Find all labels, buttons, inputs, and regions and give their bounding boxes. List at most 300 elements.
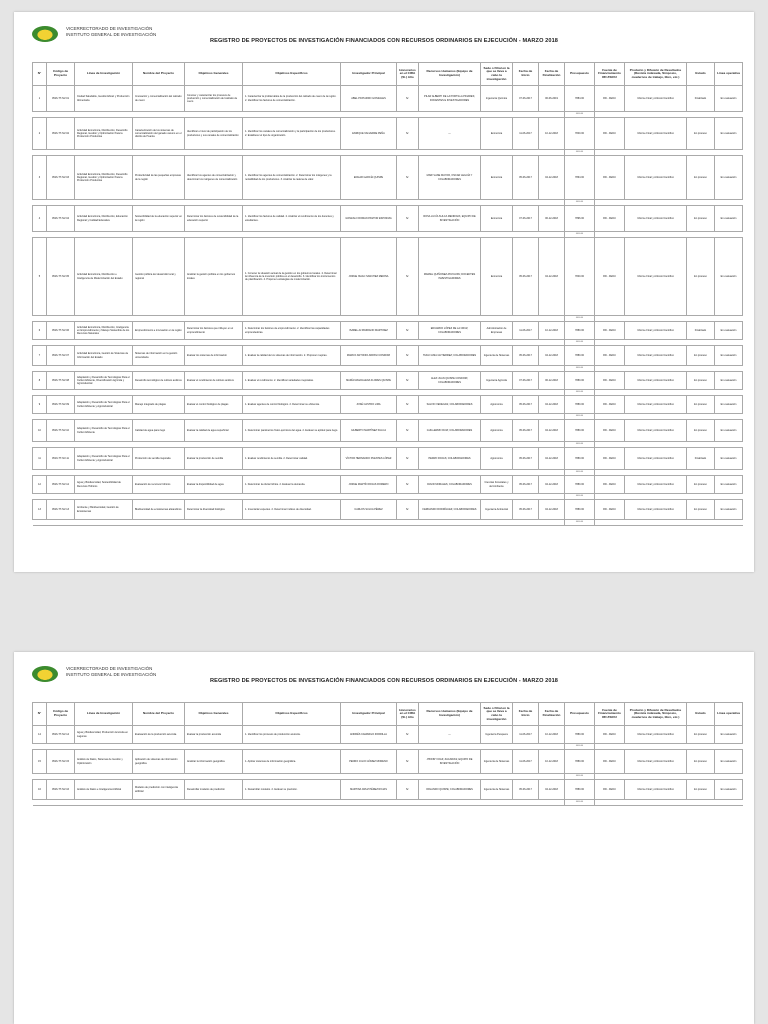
cell-estado: En proceso: [687, 780, 715, 800]
cell-nombre: Biodiversidad de ecosistemas altoandinos: [133, 500, 185, 520]
column-header: Producto y Difusión de Resultados (Revista indexada, Simposio, cuadernos de trabajo, libro, etc.): [625, 63, 687, 86]
cell-code: 0516-TT-NV-02: [47, 118, 75, 150]
cell-hon: S/.: [397, 346, 419, 366]
subrow-cell: [47, 520, 75, 526]
cell-sede: Ingeniería de Sistemas: [481, 750, 513, 774]
cell-n: 6: [33, 322, 47, 340]
cell-hon: S/.: [397, 420, 419, 442]
cell-obj-esp: 1. Determinar parámetros físico-químicos del agua. 2. Evaluar su aptitud para riego.: [243, 420, 341, 442]
cell-ini: 11-06-2017: [513, 322, 539, 340]
page-title: REGISTRO DE PROYECTOS DE INVESTIGACIÓN FINANCIADOS CON RECURSOS ORDINARIOS EN EJECUCIÓN - MARZO 2018: [209, 38, 559, 44]
cell-code: 0516-TT-NV-12: [47, 476, 75, 494]
cell-fin: 04-12-2018: [539, 500, 565, 520]
cell-prod: Informe Final y Artículo Científico: [625, 500, 687, 520]
cell-sede: Agronomía: [481, 420, 513, 442]
cell-lop: En evaluación: [715, 206, 743, 232]
cell-obj-esp: 1. Caracterizar la problemática de la producción del calzado de cuero de la región. 2. Identificar los factores de comercialización.: [243, 86, 341, 112]
table-row: [33, 238, 743, 316]
subrow-cell: [397, 800, 419, 806]
cell-inv: ISABEL ALTAMIRANO MARTINEZ: [341, 322, 397, 340]
cell-lop: En evaluación: [715, 780, 743, 800]
column-header: Producto y Difusión de Resultados (Revista indexada, Simposio, cuadernos de trabajo, libro, etc.): [625, 703, 687, 726]
column-header: Estado: [687, 63, 715, 86]
cell-estado: En proceso: [687, 118, 715, 150]
cell-lop: En evaluación: [715, 448, 743, 470]
cell-estado: Finalizado: [687, 322, 715, 340]
cell-obj-esp: 1. Identificar los canales de comercialización y la participación de los productores. 2. Establecer el tipo de organización.: [243, 118, 341, 150]
cell-fin: 10-12-2018: [539, 750, 565, 774]
column-header: Línea de Investigación: [75, 703, 133, 726]
cell-code: 0516-TT-NV-16: [47, 780, 75, 800]
cell-code: 0516-TT-NV-11: [47, 448, 75, 470]
cell-obj-esp: 1. Inventariar especies. 2. Determinar índices de diversidad.: [243, 500, 341, 520]
cell-estado: En proceso: [687, 420, 715, 442]
cell-lop: En evaluación: [715, 118, 743, 150]
cell-ini: 07-06-2017: [513, 372, 539, 390]
cell-fin: 04-12-2018: [539, 346, 565, 366]
cell-fin: 06-12-2018: [539, 372, 565, 390]
cell-linea: Actividad Económica, Distribución, Inteligencia en Emprendimiento y Manejo Sostenible de los Recursos Naturales: [75, 322, 133, 340]
table-subrow: [33, 800, 743, 806]
cell-obj-gen: Analizar la información geográfica: [185, 750, 243, 774]
cell-obj-esp: 1. Identificar los procesos de producción acuícola.: [243, 726, 341, 744]
cell-hon: S/.: [397, 156, 419, 200]
cell-code: 0516-TT-NV-05: [47, 238, 75, 316]
cell-fuente: RD - FEDU: [595, 726, 625, 744]
cell-fin: 06-12-2018: [539, 206, 565, 232]
cell-pres: 7840.00: [565, 118, 595, 150]
subrow-cell: 0000.00: [565, 112, 595, 118]
cell-fin: 04-12-2018: [539, 238, 565, 316]
cell-ini: 05-06-2017: [513, 780, 539, 800]
cell-prod: Informe Final y Artículo Científico: [625, 750, 687, 774]
subrow-cell: [397, 520, 419, 526]
cell-obj-gen: Determinar los factores de sostenibilidad de la educación superior: [185, 206, 243, 232]
cell-fin: 04-12-2018: [539, 476, 565, 494]
cell-fin: 10-12-2018: [539, 322, 565, 340]
cell-inv: PEDRO JULIO GÓMEZ MORENO: [341, 750, 397, 774]
cell-code: 0516-TT-NV-01: [47, 86, 75, 112]
cell-inv: EDGAR GARCÍA QUISPE: [341, 156, 397, 200]
cell-pres: 7884.00: [565, 86, 595, 112]
cell-linea: Actividad Económica, Gestión de Sistemas de Información del Estado: [75, 346, 133, 366]
column-header: Nombre del Proyecto: [133, 63, 185, 86]
subrow-cell: 0000.00: [565, 442, 595, 448]
cell-nombre: Evaluación de recursos hídricos: [133, 476, 185, 494]
subrow-cell: [185, 800, 243, 806]
cell-nombre: Manejo integrado de plagas: [133, 396, 185, 414]
cell-sede: Ingeniería de Sistemas: [481, 346, 513, 366]
cell-linea: Actividad Económica, Distribución, Educación Regional y Calidad Educativa: [75, 206, 133, 232]
cell-rrhh: PEDRO ROJAS; COLABORADORES: [419, 448, 481, 470]
subrow-cell: [595, 800, 625, 806]
cell-rrhh: SALVIO VENEGAS; COLABORADORES: [419, 396, 481, 414]
cell-hon: S/.: [397, 500, 419, 520]
cell-obj-esp: 1. Aplicar sistemas de información geográfica.: [243, 750, 341, 774]
cell-lop: En evaluación: [715, 372, 743, 390]
subrow-cell: [513, 800, 539, 806]
cell-inv: JOSÉ CASTRO LIMA: [341, 396, 397, 414]
subrow-cell: [33, 800, 47, 806]
cell-lop: En evaluación: [715, 238, 743, 316]
subrow-cell: [715, 800, 743, 806]
cell-nombre: Emprendimiento e innovación en la región: [133, 322, 185, 340]
cell-ini: 05-06-2017: [513, 448, 539, 470]
cell-prod: Informe Final y Artículo Científico: [625, 322, 687, 340]
table-row: [33, 500, 743, 520]
cell-prod: Informe Final y Artículo Científico: [625, 238, 687, 316]
subrow-cell: 0000.00: [565, 390, 595, 396]
document-page-1: [14, 12, 754, 572]
cell-pres: 7864.00: [565, 156, 595, 200]
cell-obj-gen: Identificar los agentes de comercialización y determinar los márgenes de comercialización: [185, 156, 243, 200]
subrow-cell: 0000.00: [565, 800, 595, 806]
cell-hon: S/.: [397, 750, 419, 774]
cell-n: 13: [33, 500, 47, 520]
table-row: [33, 448, 743, 470]
cell-pres: 7880.00: [565, 726, 595, 744]
cell-n: 2: [33, 118, 47, 150]
cell-code: 0516-TT-NV-04: [47, 206, 75, 232]
cell-rrhh: ROSA LUCÍA SULCA MENDOZA; EQUIPO DE INVESTIGACIÓN: [419, 206, 481, 232]
cell-obj-gen: Evaluar la calidad de agua superficial: [185, 420, 243, 442]
cell-fin: 04-12-2018: [539, 396, 565, 414]
column-header: Código de Proyecto: [47, 63, 75, 86]
organization-name: VICERRECTORADO DE INVESTIGACIÓN INSTITUTO GENERAL DE INVESTIGACIÓN: [66, 26, 157, 37]
cell-n: 8: [33, 372, 47, 390]
cell-hon: S/.: [397, 396, 419, 414]
cell-inv: GONZALO ROMAN PASTOR ESPINOZA: [341, 206, 397, 232]
table-row: [33, 322, 743, 340]
cell-linea: Adaptación y Desarrollo de Tecnologías Para el Cultivo Eficiente: [75, 420, 133, 442]
cell-fuente: RD - FEDU: [595, 372, 625, 390]
subrow-cell: [513, 520, 539, 526]
cell-fin: 10-12-2018: [539, 726, 565, 744]
cell-sede: Economía: [481, 238, 513, 316]
cell-linea: Adaptación y Desarrollo de Tecnologías Para el Cultivo Eficiente y Agroindustrial: [75, 396, 133, 414]
column-header: Línea operativa: [715, 703, 743, 726]
cell-hon: S/.: [397, 322, 419, 340]
cell-estado: En proceso: [687, 206, 715, 232]
cell-obj-gen: Evaluar la producción de semilla: [185, 448, 243, 470]
column-header: Fuente de Financiamiento RD /FEDU: [595, 63, 625, 86]
cell-fuente: RD - FEDU: [595, 86, 625, 112]
cell-obj-esp: 1. Determinar la oferta hídrica. 2. Evaluar la demanda.: [243, 476, 341, 494]
cell-sede: Ingeniería Agrícola: [481, 372, 513, 390]
table-row: [33, 726, 743, 744]
table-row: [33, 420, 743, 442]
cell-nombre: Modelos de predicción con inteligencia artificial: [133, 780, 185, 800]
cell-hon: S/.: [397, 372, 419, 390]
cell-ini: 07-06-2017: [513, 86, 539, 112]
table-row: [33, 156, 743, 200]
cell-code: 0516-TT-NV-15: [47, 750, 75, 774]
table-row: [33, 780, 743, 800]
subrow-cell: [47, 800, 75, 806]
cell-prod: Informe Final y Artículo Científico: [625, 346, 687, 366]
subrow-cell: 0000.00: [565, 414, 595, 420]
cell-fuente: RD - FEDU: [595, 448, 625, 470]
cell-prod: Informe Final y Artículo Científico: [625, 206, 687, 232]
cell-ini: 11-06-2017: [513, 118, 539, 150]
cell-pres: 7880.00: [565, 346, 595, 366]
cell-prod: Informe Final y Artículo Científico: [625, 396, 687, 414]
cell-fuente: RD - FEDU: [595, 346, 625, 366]
cell-obj-esp: 1. Identificar los agentes de comercialización. 2. Determinar los márgenes y la rentabilidad de los productores. 3. Analizar la cadena de valor.: [243, 156, 341, 200]
cell-sede: Ciencias Forestales y del Ambiente: [481, 476, 513, 494]
cell-n: 1: [33, 86, 47, 112]
subrow-cell: [481, 800, 513, 806]
table-row: [33, 372, 743, 390]
cell-pres: 7840.00: [565, 238, 595, 316]
cell-fin: 10-12-2018: [539, 118, 565, 150]
cell-linea: Agua y Biodiversidad, Producción Acuícola en Lagunas: [75, 726, 133, 744]
column-header: Fuente de Financiamiento RD /FEDU: [595, 703, 625, 726]
subrow-cell: 0000.00: [565, 340, 595, 346]
cell-estado: En proceso: [687, 156, 715, 200]
cell-rrhh: MARYLANE MAYOR, OSCAR LEGUÍA Y COLABORADORES: [419, 156, 481, 200]
cell-fin: 06-06-2019: [539, 86, 565, 112]
cell-nombre: Productividad de las pequeñas empresas de la región: [133, 156, 185, 200]
cell-obj-esp: 1. Evaluar el rendimiento. 2. Identificar variedades mejoradas.: [243, 372, 341, 390]
cell-pres: 7880.00: [565, 420, 595, 442]
cell-fuente: RD - FEDU: [595, 780, 625, 800]
column-header: Estado: [687, 703, 715, 726]
cell-obj-esp: 1. Evaluar la calidad de los sistemas de información. 2. Proponer mejoras.: [243, 346, 341, 366]
cell-nombre: Gestión pública del desarrollo local y regional: [133, 238, 185, 316]
cell-estado: En proceso: [687, 726, 715, 744]
cell-n: 4: [33, 206, 47, 232]
cell-lop: En evaluación: [715, 420, 743, 442]
cell-rrhh: EDUARDO LÓPEZ DE LA CRUZ; COLABORADORES: [419, 322, 481, 340]
subrow-cell: 0000.00: [565, 774, 595, 780]
column-header: N°: [33, 63, 47, 86]
cell-prod: Informe Final y Artículo Científico: [625, 420, 687, 442]
cell-linea: Adaptación y Desarrollo de Tecnologías Para el Cultivo Eficiente, Diversificación Agrícola y Agroindustrial: [75, 372, 133, 390]
cell-n: 10: [33, 420, 47, 442]
column-header: Objetivos Generales: [185, 63, 243, 86]
cell-linea: Actividad Económica, Distribución e Inteligencia de Modernización del Estado: [75, 238, 133, 316]
cell-ini: 05-06-2017: [513, 476, 539, 494]
column-header: Honorarios en el CIRA (S/.) Año: [397, 703, 419, 726]
cell-obj-esp: 1. Desarrollar modelos. 2. Evaluar su precisión.: [243, 780, 341, 800]
cell-code: 0516-TT-NV-10: [47, 420, 75, 442]
cell-rrhh: ALEX JUAN QUISPE CONDORI; COLABORADORES: [419, 372, 481, 390]
subrow-cell: [341, 520, 397, 526]
subrow-cell: [133, 800, 185, 806]
cell-n: 11: [33, 448, 47, 470]
cell-nombre: Sostenibilidad de la educación superior en la región: [133, 206, 185, 232]
subrow-cell: 0000.00: [565, 366, 595, 372]
cell-nombre: Innovación y comercialización del calzado de cuero: [133, 86, 185, 112]
column-header: Objetivos Específicos: [243, 703, 341, 726]
column-header: Recursos Humanos (Equipo de Investigación): [419, 63, 481, 86]
subrow-cell: 0000.00: [565, 520, 595, 526]
subrow-cell: [715, 520, 743, 526]
subrow-cell: [341, 800, 397, 806]
cell-ini: 05-06-2017: [513, 420, 539, 442]
cell-estado: Finalizado: [687, 86, 715, 112]
subrow-cell: 0000.00: [565, 200, 595, 206]
cell-rrhh: HUGO LIMA GUTIERREZ; COLABORADORES: [419, 346, 481, 366]
subrow-cell: [133, 520, 185, 526]
cell-prod: Informe Final y Artículo Científico: [625, 780, 687, 800]
column-header: Fecha de Finalización: [539, 703, 565, 726]
cell-rrhh: MARIEL QUIÑONEZ ATAYAUPA; DOCENTES INVESTIGADORES: [419, 238, 481, 316]
column-header: Línea de Investigación: [75, 63, 133, 86]
cell-linea: Adaptación y Desarrollo de Tecnologías Para el Cultivo Eficiente y Agroindustrial: [75, 448, 133, 470]
cell-code: 0516-TT-NV-06: [47, 322, 75, 340]
cell-fuente: RD - FEDU: [595, 206, 625, 232]
table-subrow: [33, 520, 743, 526]
cell-inv: ENRIQUE VALVERDE PEÑA: [341, 118, 397, 150]
column-header: Fecha de Finalización: [539, 63, 565, 86]
column-header: Fecha de Inicio: [513, 703, 539, 726]
cell-ini: 07-06-2017: [513, 206, 539, 232]
projects-table: [32, 702, 743, 806]
cell-obj-esp: 1. Evaluar rendimiento de semilla. 2. Determinar calidad.: [243, 448, 341, 470]
cell-ini: 05-06-2017: [513, 238, 539, 316]
subrow-cell: [625, 800, 687, 806]
subrow-cell: 0000.00: [565, 494, 595, 500]
cell-nombre: Aplicación de sistemas de información geográfica: [133, 750, 185, 774]
cell-sede: Economía: [481, 206, 513, 232]
cell-obj-gen: Evaluar el rendimiento de cultivos andinos: [185, 372, 243, 390]
cell-prod: Informe Final y Artículo Científico: [625, 448, 687, 470]
column-header: Honorarios en el CIRA (S/.) Año: [397, 63, 419, 86]
cell-inv: MARTINA CRUZ PÉREZ ROJAS: [341, 780, 397, 800]
cell-obj-gen: Identificar el nivel de participación de los productores y sus canales de comercialización: [185, 118, 243, 150]
cell-obj-gen: Evaluar el control biológico de plagas: [185, 396, 243, 414]
column-header: Investigador Principal: [341, 703, 397, 726]
cell-linea: Actividad Económica, Distribución, Desarrollo Regional, Gestión y Optimización Para la Producción Productiva: [75, 118, 133, 150]
cell-estado: En proceso: [687, 476, 715, 494]
cell-fuente: RD - FEDU: [595, 322, 625, 340]
document-page-2: [14, 652, 754, 1024]
cell-pres: 7880.00: [565, 476, 595, 494]
column-header: Fecha de Inicio: [513, 63, 539, 86]
cell-pres: 7880.00: [565, 500, 595, 520]
table-row: [33, 86, 743, 112]
subrow-cell: [595, 520, 625, 526]
cell-nombre: Caracterización de los sistemas de comercialización del ganado vacuno en el distrito de Huanta: [133, 118, 185, 150]
cell-sede: Ingeniería de Sistemas: [481, 780, 513, 800]
column-header: Recursos Humanos (Equipo de Investigación): [419, 703, 481, 726]
cell-fuente: RD - FEDU: [595, 500, 625, 520]
column-header: Código de Proyecto: [47, 703, 75, 726]
column-header: Presupuesto: [565, 703, 595, 726]
cell-hon: S/.: [397, 476, 419, 494]
cell-hon: S/.: [397, 726, 419, 744]
organization-name: VICERRECTORADO DE INVESTIGACIÓN INSTITUTO GENERAL DE INVESTIGACIÓN: [66, 666, 157, 677]
cell-linea: Agua y Biodiversidad, Sostenibilidad de Recursos Hídricos: [75, 476, 133, 494]
cell-prod: Informe Final y Artículo Científico: [625, 372, 687, 390]
table-row: [33, 346, 743, 366]
cell-obj-gen: Evaluar la disponibilidad de agua: [185, 476, 243, 494]
cell-sede: Ingeniería Ambiental: [481, 500, 513, 520]
cell-code: 0516-TT-NV-14: [47, 726, 75, 744]
table-body: [33, 86, 743, 526]
cell-ini: 11-06-2017: [513, 750, 539, 774]
cell-ini: 05-06-2017: [513, 500, 539, 520]
cell-lop: En evaluación: [715, 346, 743, 366]
cell-inv: ABEL PICHARDO GONZALES: [341, 86, 397, 112]
cell-rrhh: —: [419, 726, 481, 744]
cell-n: 15: [33, 750, 47, 774]
subrow-cell: [185, 520, 243, 526]
cell-prod: Informe Final y Artículo Científico: [625, 118, 687, 150]
cell-rrhh: ORLANDO QUISPE; COLABORADORES: [419, 780, 481, 800]
cell-obj-esp: 1. Determinar los factores de emprendimiento. 2. Identificar las capacidades emprendedoras.: [243, 322, 341, 340]
cell-sede: Administración de Empresas: [481, 322, 513, 340]
cell-inv: MARCO ANTONIO ARPASI CONDORI: [341, 346, 397, 366]
cell-rrhh: JHONNY DIAZ; ZACARIAS; EQUIPO DE INVESTIGACIÓN: [419, 750, 481, 774]
cell-n: 3: [33, 156, 47, 200]
cell-nombre: Sistemas de información en la gestión universitaria: [133, 346, 185, 366]
column-header: N°: [33, 703, 47, 726]
subrow-cell: [75, 800, 133, 806]
subrow-cell: 0000.00: [565, 316, 595, 322]
table-body: [33, 726, 743, 806]
subrow-cell: 0000.00: [565, 744, 595, 750]
cell-n: 5: [33, 238, 47, 316]
cell-code: 0516-TT-NV-13: [47, 500, 75, 520]
cell-inv: ANDRÉS CAMARGO ZORRILLA: [341, 726, 397, 744]
cell-pres: 7880.00: [565, 780, 595, 800]
cell-fuente: RD - FEDU: [595, 118, 625, 150]
cell-sede: Agronomía: [481, 396, 513, 414]
cell-lop: En evaluación: [715, 500, 743, 520]
cell-obj-gen: Conocer y caracterizar los procesos de producción y comercialización del calzado de cuero: [185, 86, 243, 112]
table-row: [33, 476, 743, 494]
cell-estado: Finalizado: [687, 448, 715, 470]
cell-obj-gen: Evaluar los sistemas de información: [185, 346, 243, 366]
cell-lop: En evaluación: [715, 750, 743, 774]
table-row: [33, 396, 743, 414]
table-header-row: [33, 703, 743, 726]
cell-sede: Agronomía: [481, 448, 513, 470]
cell-code: 0516-TT-NV-07: [47, 346, 75, 366]
cell-n: 16: [33, 780, 47, 800]
cell-pres: 7880.00: [565, 448, 595, 470]
cell-pres: 7880.00: [565, 372, 595, 390]
subrow-cell: [33, 520, 47, 526]
column-header: Línea operativa: [715, 63, 743, 86]
cell-fuente: RD - FEDU: [595, 238, 625, 316]
cell-estado: En proceso: [687, 372, 715, 390]
cell-estado: En proceso: [687, 500, 715, 520]
cell-lop: En evaluación: [715, 156, 743, 200]
cell-lop: En evaluación: [715, 726, 743, 744]
subrow-cell: 0000.00: [565, 232, 595, 238]
cell-hon: S/.: [397, 206, 419, 232]
cell-pres: 7880.00: [565, 396, 595, 414]
column-header: Sede o Filial en la que se lleva a cabo la investigación: [481, 703, 513, 726]
cell-sede: Economía: [481, 118, 513, 150]
cell-estado: En proceso: [687, 396, 715, 414]
subrow-cell: 0000.00: [565, 470, 595, 476]
cell-inv: VÍCTOR HERNANDO PUENTES LÓPEZ: [341, 448, 397, 470]
projects-table: [32, 62, 743, 526]
cell-lop: En evaluación: [715, 476, 743, 494]
cell-fin: 04-12-2018: [539, 420, 565, 442]
cell-hon: S/.: [397, 448, 419, 470]
table-row: [33, 206, 743, 232]
column-header: Investigador Principal: [341, 63, 397, 86]
cell-rrhh: GUILLERMO RUIZ; COLABORADORES: [419, 420, 481, 442]
cell-prod: Informe Final y Artículo Científico: [625, 476, 687, 494]
cell-n: 12: [33, 476, 47, 494]
